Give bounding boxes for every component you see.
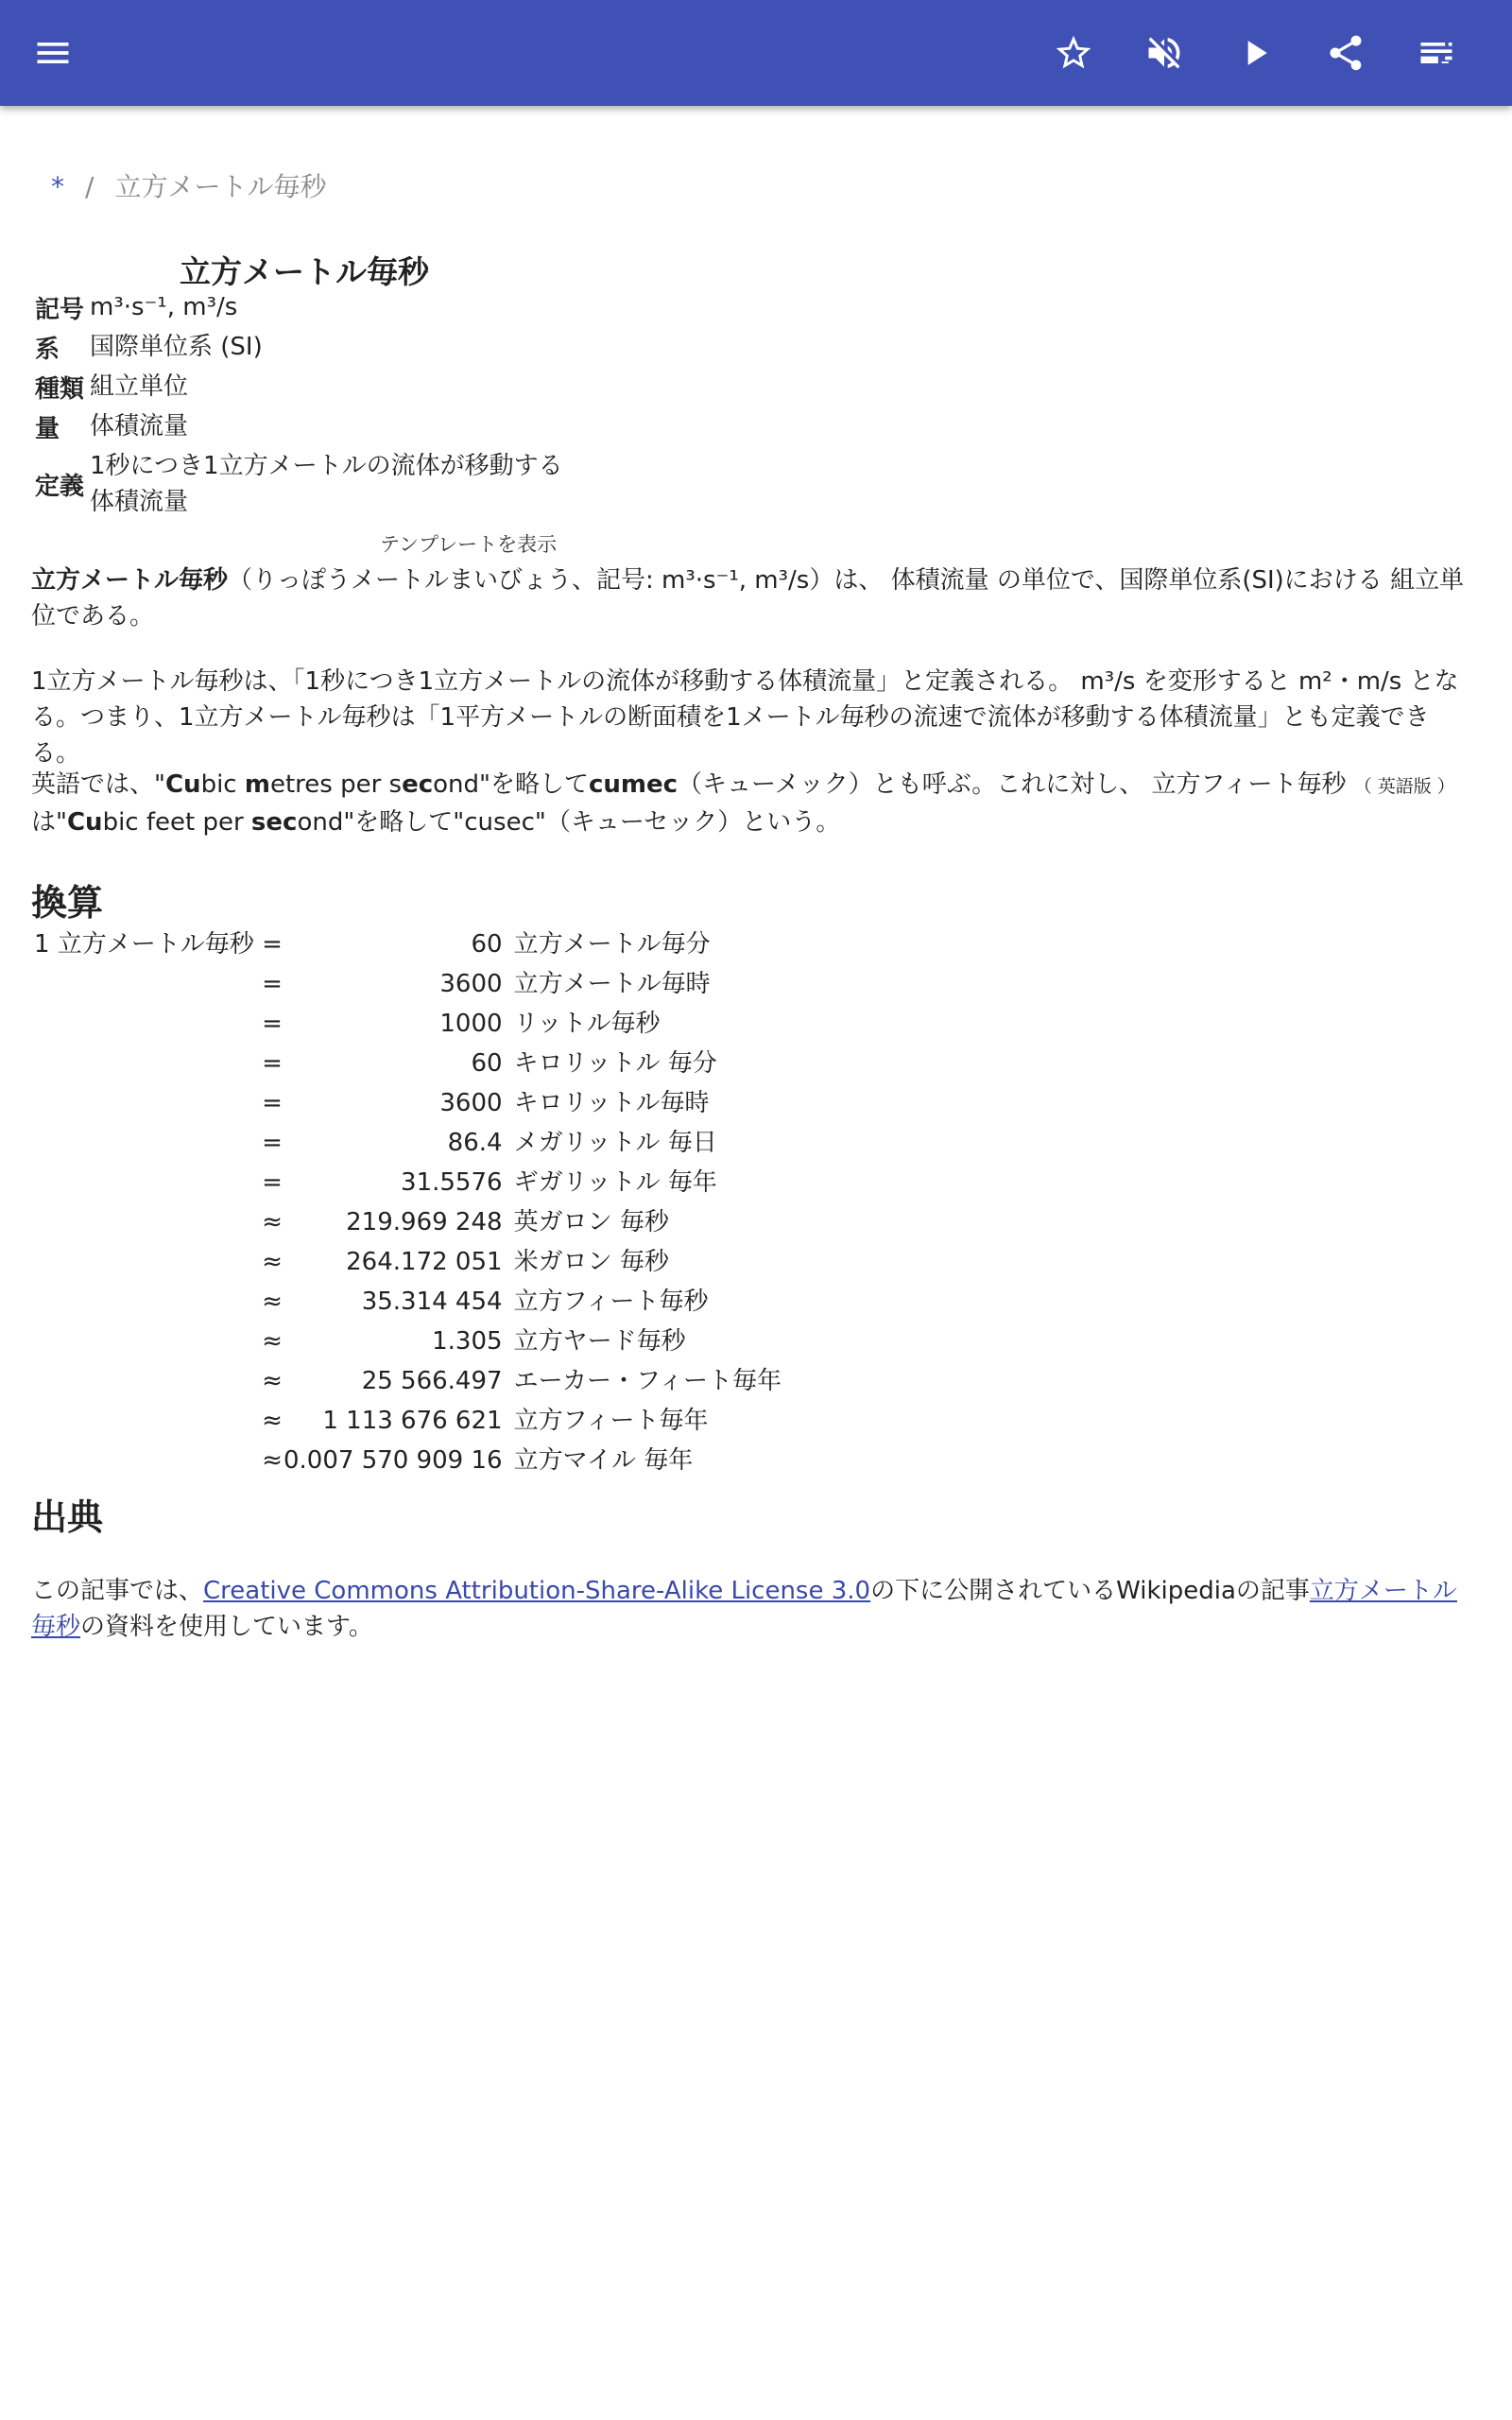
conversion-operator: ≈	[262, 1248, 283, 1276]
conversion-value: 1000	[439, 1010, 503, 1038]
conversion-source-unit	[31, 1004, 261, 1044]
conversion-value: 35.314 454	[361, 1288, 503, 1316]
text-run: bic	[200, 770, 245, 799]
infobox-value: 国際単位系 (SI)	[90, 333, 263, 361]
star-icon[interactable]	[1045, 25, 1102, 81]
conversion-unit: メガリットル 毎日	[513, 1129, 717, 1157]
english-version-link[interactable]: （ 英語版 ）	[1353, 776, 1455, 797]
conversion-row	[31, 1202, 782, 1242]
playlist-icon[interactable]	[1408, 25, 1465, 81]
conversion-value: 60	[471, 930, 503, 959]
conversion-row	[31, 1083, 782, 1123]
bold-run: cumec	[588, 770, 679, 799]
conversion-value: 86.4	[447, 1129, 503, 1157]
conversion-value: 25 566.497	[361, 1367, 503, 1395]
conversion-unit: キロリットル毎時	[513, 1089, 710, 1117]
paragraph-text: （りっぽうメートルまいびょう、記号: m³·s⁻¹, m³/s）は、 体積流量 の単位で、国際単位系(SI)における 組立単位である。	[31, 566, 1465, 631]
conversion-row	[31, 1242, 782, 1282]
conversion-source-unit	[31, 1163, 261, 1202]
breadcrumb-current: 立方メートル毎秒	[114, 171, 327, 202]
conversion-unit: 立方ヤード毎秒	[513, 1327, 686, 1356]
text-run: は"	[31, 808, 67, 837]
intro-paragraph	[31, 562, 1468, 634]
bold-run: m	[244, 770, 270, 799]
term-bold: 立方メートル毎秒	[31, 566, 229, 595]
breadcrumb-home[interactable]: *	[51, 171, 64, 202]
conversion-unit: ギガリットル 毎年	[513, 1168, 717, 1197]
infobox-label: 量	[35, 414, 60, 443]
conversion-operator: ≈	[262, 1407, 283, 1435]
infobox-label: 記号	[35, 295, 85, 324]
conversion-source-unit	[31, 1123, 261, 1163]
infobox-row	[31, 406, 563, 446]
conversion-row	[31, 964, 782, 1004]
text-run: etres per s	[269, 770, 403, 799]
conversion-unit: 米ガロン 毎秒	[513, 1248, 669, 1276]
source-paragraph	[31, 1573, 1468, 1645]
conversion-row	[31, 1123, 782, 1163]
conversion-operator: =	[262, 930, 283, 959]
conversion-unit: 立方メートル毎分	[513, 930, 711, 959]
conversion-source-unit	[31, 1441, 261, 1480]
text-run: （キューメック）とも呼ぶ。これに対し、 立方フィート毎秒	[678, 770, 1354, 799]
conversion-source-unit	[31, 1242, 261, 1282]
conversion-table	[31, 925, 782, 1480]
infobox-row	[31, 367, 563, 406]
conversion-value: 60	[471, 1049, 503, 1078]
play-icon[interactable]	[1227, 25, 1283, 81]
conversion-operator: =	[262, 970, 283, 998]
definition-line: 体積流量	[90, 488, 189, 516]
menu-icon[interactable]	[25, 25, 81, 81]
english-name-paragraph	[31, 767, 1468, 840]
infobox-title: 立方メートル毎秒	[180, 253, 429, 290]
conversion-heading: 換算	[31, 882, 104, 924]
infobox-label: 定義	[35, 472, 85, 501]
conversion-unit: キロリットル 毎分	[513, 1049, 717, 1078]
text-run: この記事では、	[31, 1577, 204, 1605]
conversion-operator: ≈	[262, 1446, 283, 1475]
license-link[interactable]: Creative Commons Attribution-Share-Alike License 3.0	[203, 1577, 871, 1605]
show-template-link[interactable]: テンプレートを表示	[380, 533, 558, 556]
text-run: ond"を略して	[433, 770, 589, 799]
text-run: ond"を略して"cusec"（キューセック）という。	[297, 808, 841, 837]
conversion-operator: =	[262, 1089, 283, 1117]
conversion-unit: 立方フィート毎秒	[513, 1288, 709, 1316]
conversion-operator: =	[262, 1010, 283, 1038]
conversion-value: 1 113 676 621	[322, 1407, 503, 1435]
conversion-value: 1.305	[432, 1327, 503, 1356]
definition-line: 1秒につき1立方メートルの流体が移動する	[90, 452, 563, 480]
infobox	[31, 287, 563, 522]
conversion-source-unit	[31, 964, 261, 1004]
conversion-row	[31, 1282, 782, 1322]
conversion-row	[31, 925, 782, 964]
conversion-value: 3600	[439, 1089, 503, 1117]
bold-run: ec	[402, 770, 434, 799]
infobox-value: 組立単位	[90, 372, 189, 401]
conversion-operator: ≈	[262, 1327, 283, 1356]
conversion-operator: =	[262, 1168, 283, 1197]
app-bar	[0, 0, 1512, 106]
conversion-unit: 英ガロン 毎秒	[513, 1208, 669, 1236]
infobox-value: 体積流量	[90, 412, 189, 441]
conversion-source-unit	[31, 1202, 261, 1242]
conversion-operator: ≈	[262, 1208, 283, 1236]
infobox-label: 種類	[35, 374, 85, 404]
share-icon[interactable]	[1317, 25, 1374, 81]
conversion-row	[31, 1004, 782, 1044]
infobox-value	[90, 446, 563, 522]
infobox-row	[31, 327, 563, 367]
conversion-source-unit	[31, 1361, 261, 1401]
infobox-value: m³·s⁻¹, m³/s	[90, 293, 238, 321]
conversion-row	[31, 1044, 782, 1083]
conversion-unit: リットル毎秒	[513, 1010, 661, 1038]
conversion-row	[31, 1322, 782, 1361]
conversion-operator: ≈	[262, 1288, 283, 1316]
breadcrumb	[51, 166, 326, 204]
conversion-source-unit	[31, 1282, 261, 1322]
conversion-source-unit	[31, 1044, 261, 1083]
conversion-source-unit	[31, 1322, 261, 1361]
conversion-unit: 立方マイル 毎年	[513, 1446, 694, 1475]
infobox-row	[31, 446, 563, 522]
conversion-source-unit	[31, 1083, 261, 1123]
conversion-value: 31.5576	[401, 1168, 503, 1197]
conversion-value: 0.007 570 909 16	[284, 1446, 503, 1475]
source-heading: 出典	[31, 1496, 104, 1538]
conversion-operator: ≈	[262, 1367, 283, 1395]
infobox-label: 系	[35, 335, 60, 364]
conversion-value: 3600	[439, 970, 503, 998]
conversion-row	[31, 1361, 782, 1401]
conversion-unit: 立方メートル毎時	[513, 970, 711, 998]
bold-run: Cu	[164, 770, 201, 799]
conversion-source-unit: 1 立方メートル毎秒	[34, 930, 254, 959]
conversion-value: 264.172 051	[346, 1248, 503, 1276]
article-link[interactable]: 立方メートル毎秒	[31, 1577, 1457, 1641]
bold-run: sec	[250, 808, 298, 837]
conversion-row	[31, 1441, 782, 1480]
conversion-operator: =	[262, 1129, 283, 1157]
text-run: の下に公開されているWikipediaの記事	[870, 1577, 1310, 1605]
conversion-unit: エーカー・フィート毎年	[513, 1367, 782, 1395]
volume-off-icon[interactable]	[1136, 25, 1193, 81]
text-run: 英語では、"	[31, 770, 165, 799]
bold-run: Cu	[66, 808, 103, 837]
conversion-unit: 立方フィート毎年	[513, 1407, 709, 1435]
conversion-source-unit	[31, 1401, 261, 1441]
conversion-operator: =	[262, 1049, 283, 1078]
breadcrumb-separator: /	[85, 171, 94, 202]
text-run: bic feet per	[102, 808, 251, 837]
text-run: の資料を使用しています。	[80, 1613, 373, 1641]
conversion-row	[31, 1401, 782, 1441]
conversion-value: 219.969 248	[346, 1208, 503, 1236]
conversion-row	[31, 1163, 782, 1202]
infobox-row	[31, 287, 563, 327]
definition-paragraph: 1立方メートル毎秒は、「1秒につき1立方メートルの流体が移動する体積流量」と定義される。 m³/s を変形すると m²・m/s となる。つまり、1立方メートル毎秒は「1平方メートルの断面積を1メートル毎秒の流速で流体が移動する体積流量」とも定義できる。	[31, 667, 1459, 768]
